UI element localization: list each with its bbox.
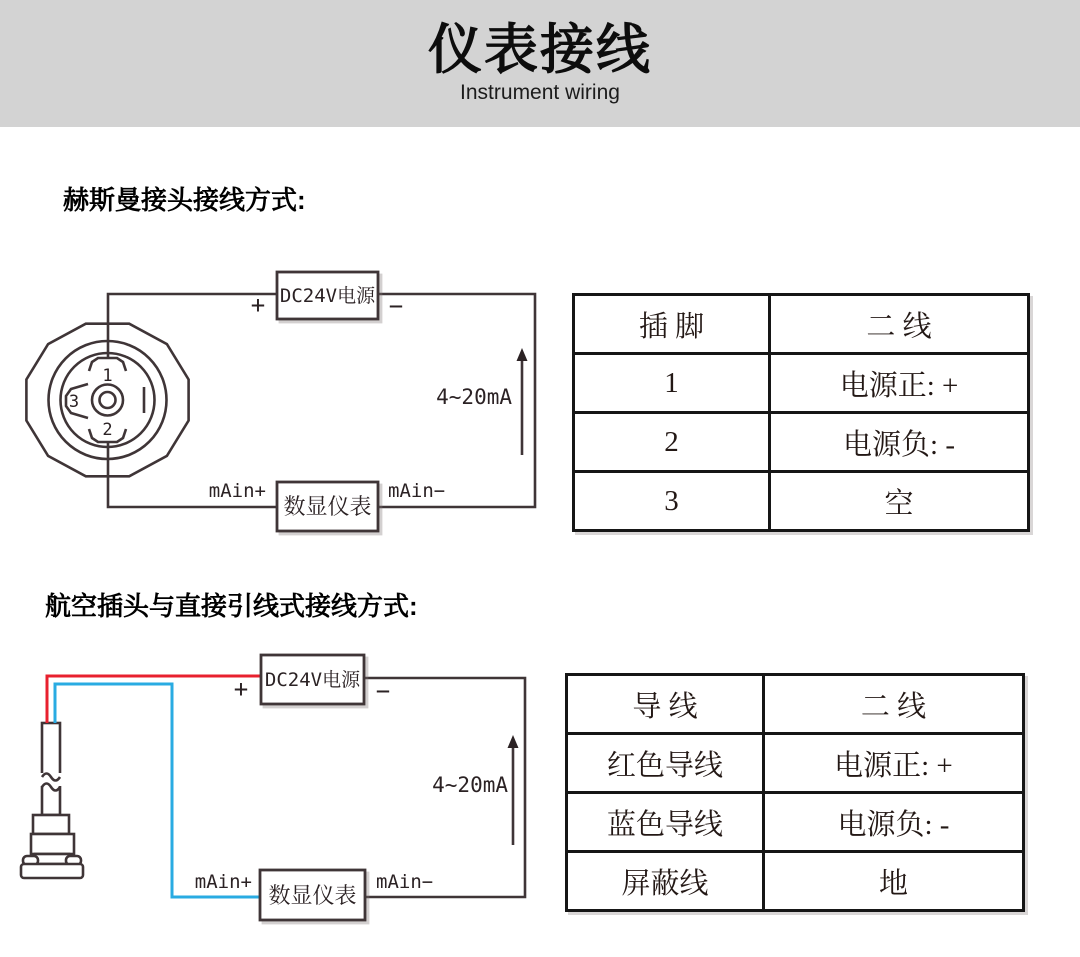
pin3-number: 3	[68, 392, 80, 412]
sensor-probe-icon	[21, 723, 83, 878]
table-header-twowire: 二 线	[770, 295, 1029, 354]
lead-wire-table	[565, 673, 1025, 912]
main-minus-label: mAin−	[376, 871, 434, 893]
minus-sign: −	[388, 292, 404, 320]
plus-sign: +	[233, 675, 249, 703]
current-arrowhead-icon	[517, 348, 528, 361]
page-title: 仪表接线	[428, 20, 652, 81]
lead-cell: 屏蔽线	[567, 852, 764, 911]
function-cell: 空	[770, 472, 1029, 531]
lead-cell: 蓝色导线	[567, 793, 764, 852]
page-subtitle: Instrument wiring	[460, 80, 620, 104]
probe-cable	[42, 723, 60, 815]
table-row	[567, 793, 1024, 852]
function-cell: 电源负: -	[770, 413, 1029, 472]
pin-cell: 2	[574, 413, 770, 472]
table-row	[574, 295, 1029, 354]
table-row	[567, 852, 1024, 911]
connector-center-hub	[92, 385, 123, 416]
table-row	[567, 675, 1024, 734]
connector-center-hole	[100, 392, 116, 408]
lead-cell: 红色导线	[567, 734, 764, 793]
current-label: 4~20mA	[436, 385, 512, 409]
section1-heading: 赫斯曼接头接线方式:	[63, 185, 306, 215]
probe-neck	[35, 854, 69, 864]
probe-gland-upper	[33, 815, 69, 834]
section2-heading: 航空插头与直接引线式接线方式:	[45, 591, 418, 621]
table-row	[574, 413, 1029, 472]
function-cell: 电源负: -	[763, 793, 1023, 852]
table-row	[574, 472, 1029, 531]
meter-label: 数显仪表	[283, 495, 372, 520]
meter-label: 数显仪表	[268, 884, 357, 909]
pin2-number: 2	[102, 420, 113, 440]
main-minus-label: mAin−	[388, 480, 446, 502]
plus-sign: +	[250, 291, 266, 319]
probe-base-flange	[21, 864, 83, 878]
function-cell: 电源正: +	[763, 734, 1023, 793]
pin-cell: 1	[574, 354, 770, 413]
function-cell: 地	[763, 852, 1023, 911]
blue-lead-wire	[55, 684, 260, 897]
pin-cell: 3	[574, 472, 770, 531]
table-row	[567, 734, 1024, 793]
table-header-pin: 插 脚	[574, 295, 770, 354]
probe-gland-lower	[31, 834, 74, 854]
table-row	[574, 354, 1029, 413]
main-plus-label: mAin+	[208, 480, 266, 502]
hirschmann-wiring-diagram	[0, 260, 560, 540]
pin-wiring-table	[572, 293, 1030, 532]
minus-sign: −	[375, 677, 391, 705]
table-header-lead: 导 线	[567, 675, 764, 734]
current-arrowhead-icon	[508, 735, 519, 748]
power-supply-label: DC24V电源	[264, 669, 361, 691]
current-label: 4~20mA	[432, 773, 508, 797]
table-header-twowire: 二 线	[763, 675, 1023, 734]
function-cell: 电源正: +	[770, 354, 1029, 413]
pin1-number: 1	[102, 366, 113, 386]
main-plus-label: mAin+	[194, 871, 252, 893]
power-supply-label: DC24V电源	[279, 285, 376, 307]
aviation-plug-wiring-diagram	[0, 640, 560, 940]
header-band	[0, 0, 1080, 127]
